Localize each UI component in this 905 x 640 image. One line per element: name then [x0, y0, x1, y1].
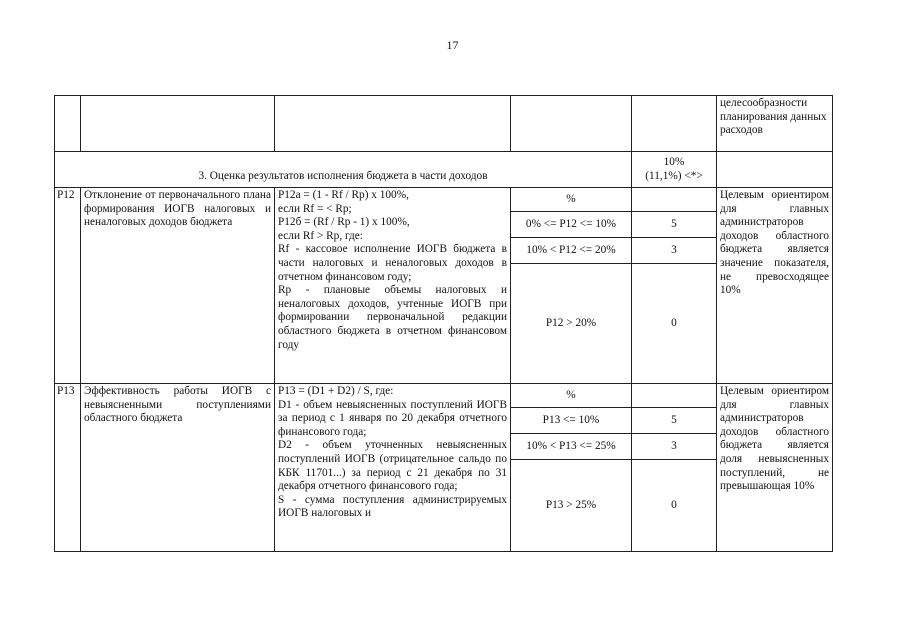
indicator-name: Эффективность работы ИОГВ с невыясненными поступлениями областного бюджета: [81, 384, 275, 552]
indicator-code: P13: [55, 384, 81, 552]
scale-condition: 0% <= P12 <= 10%: [511, 212, 632, 238]
continuation-target-cell: целесообразности планирования данных расходов: [717, 96, 833, 152]
scale-score: 3: [632, 238, 717, 264]
scale-score: 0: [632, 460, 717, 552]
formula-line: D1 - объем невыясненных поступлений ИОГВ за период с 1 января по 20 декабря отчетного финансового года;: [278, 398, 507, 438]
page-number: 17: [446, 38, 459, 52]
table-row: [55, 188, 833, 212]
scale-condition: P13 <= 10%: [511, 408, 632, 434]
unit-cell: %: [511, 384, 632, 408]
cell-empty: [632, 384, 717, 408]
formula-line: P13 = (D1 + D2) / S, где:: [278, 385, 394, 397]
formula-line: P12б = (Rf / Rp - 1) x 100%,: [278, 216, 410, 229]
indicator-code: P12: [55, 188, 81, 384]
section-title: 3. Оценка результатов исполнения бюджета в части доходов: [55, 152, 632, 188]
continuation-row: [55, 96, 833, 152]
scale-condition: 10% < P12 <= 20%: [511, 238, 632, 264]
unit-cell: %: [511, 188, 632, 212]
scale-score: 3: [632, 434, 717, 460]
indicator-formula: [275, 188, 511, 384]
indicators-table: [54, 95, 833, 552]
formula-line: если Rf = < Rp;: [278, 202, 352, 215]
cell-empty: [632, 188, 717, 212]
formula-line: Rp - плановые объемы налоговых и неналоговых доходов, учтенные ИОГВ при формировании первоначальной редакции областного бюджета в отчетном финансовом году: [278, 284, 507, 351]
formula-line: S - сумма поступления администрируемых ИОГВ налоговых и: [278, 493, 507, 520]
scale-condition: P13 > 25%: [511, 460, 632, 552]
section-row: [55, 152, 833, 188]
scale-score: 5: [632, 408, 717, 434]
formula-line: Rf - кассовое исполнение ИОГВ бюджета в части налоговых и неналоговых доходов в отчетном финансовом году;: [278, 243, 507, 283]
cell-empty: [81, 96, 275, 152]
section-weight: [632, 152, 717, 188]
cell-empty: [275, 96, 511, 152]
cell-empty: [717, 152, 833, 188]
formula-line: если Rf > Rp, где:: [278, 229, 363, 242]
cell-empty: [632, 96, 717, 152]
scale-score: 5: [632, 212, 717, 238]
section-weight-note: (11,1%) <*>: [645, 169, 703, 182]
cell-empty: [55, 96, 81, 152]
scale-condition: 10% < P13 <= 25%: [511, 434, 632, 460]
indicator-name: Отклонение от первоначального плана формирования ИОГВ налоговых и неналоговых доходов бюджета: [81, 188, 275, 384]
formula-line: P12а = (1 - Rf / Rp) x 100%,: [278, 189, 409, 201]
scale-score: 0: [632, 264, 717, 384]
scale-condition: P12 > 20%: [511, 264, 632, 384]
table-row: [55, 384, 833, 408]
indicator-target: Целевым ориентиром для главных администраторов доходов областного бюджета является доля невыясненных поступлений, не превышающая 10%: [717, 384, 833, 552]
formula-line: D2 - объем уточненных невыясненных поступлений ИОГВ (отрицательное сальдо по КБК 11701...) за период с 21 декабря по 31 декабря отчетного финансового года;: [278, 439, 507, 493]
indicator-formula: [275, 384, 511, 552]
indicator-target: Целевым ориентиром для главных администраторов доходов областного бюджета является значение показателя, не превосходящее 10%: [717, 188, 833, 384]
section-weight-value: 10%: [663, 155, 685, 168]
cell-empty: [511, 96, 632, 152]
